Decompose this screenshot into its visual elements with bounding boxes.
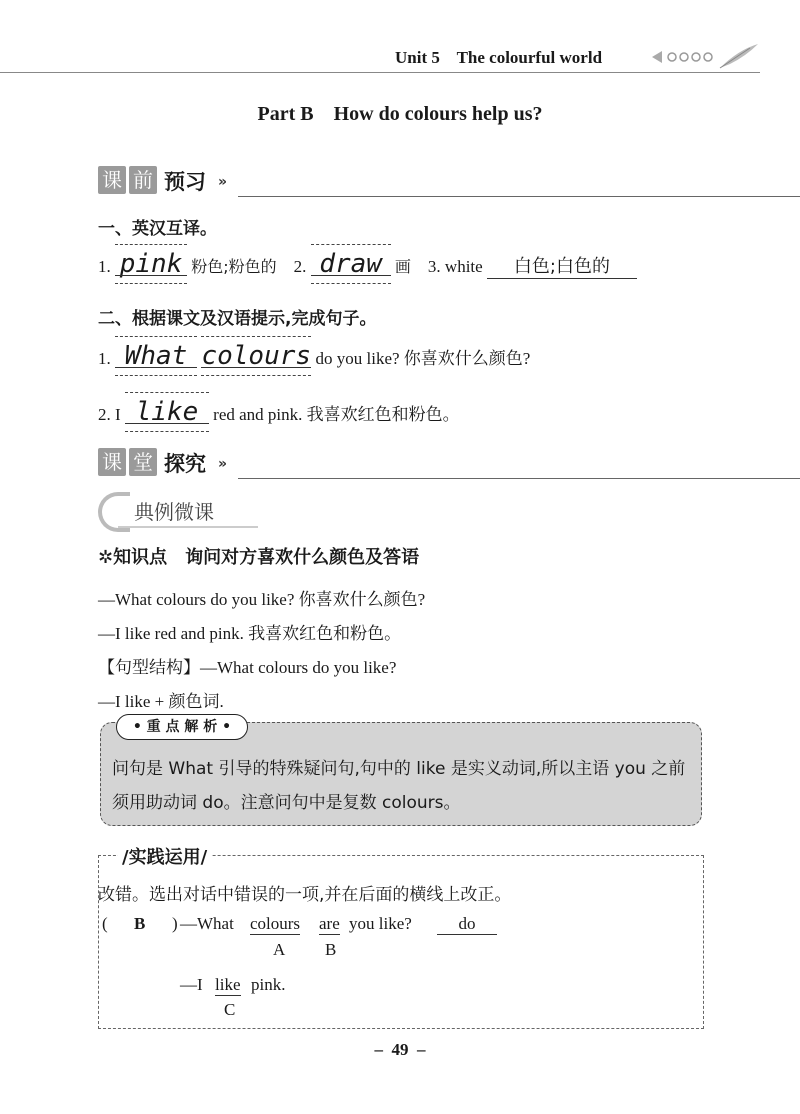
handwritten-answer: What xyxy=(124,341,188,371)
micro-lesson-underline xyxy=(118,526,258,528)
header-rule xyxy=(0,72,760,73)
unit-label: Unit 5 xyxy=(395,48,440,67)
banner-char-box: 课 xyxy=(98,166,126,194)
banner-title: 探究 xyxy=(164,452,206,476)
page-number: – 49 – xyxy=(374,1040,426,1059)
banner-rule xyxy=(238,478,800,479)
key-points-text: 问句是 What 引导的特殊疑问句,句中的 like 是实义动词,所以主语 you 之前须用助动词 do。注意问句中是复数 colours。 xyxy=(112,759,686,813)
item-number: 2. I xyxy=(98,405,121,424)
answer-blank xyxy=(125,398,209,426)
item-number: 3. xyxy=(427,257,441,276)
item-number: 1. xyxy=(98,257,111,276)
answer-choice: B xyxy=(134,914,146,933)
answer-blank: 白色;白色的 xyxy=(487,252,637,279)
option-a-text: colours xyxy=(250,914,301,933)
dialog-line: —What colours do you like? 你喜欢什么颜色? xyxy=(98,590,426,609)
section-heading: 二、根据课文及汉语提示,完成句子。 xyxy=(98,309,377,329)
paren-open: ( xyxy=(102,914,108,933)
knowledge-point-heading: ✲知识点 询问对方喜欢什么颜色及答语 xyxy=(98,547,420,568)
banner-title: 预习 xyxy=(164,170,206,194)
running-header xyxy=(395,48,602,68)
structure-line: 【句型结构】—What colours do you like? xyxy=(98,658,397,677)
handwritten-answer: colours xyxy=(201,341,312,371)
double-chevron-icon: » xyxy=(218,456,228,472)
dialog-line: —I like red and pink. 我喜欢红色和粉色。 xyxy=(98,624,402,643)
sentence-text: red and pink. 我喜欢红色和粉色。 xyxy=(213,405,460,424)
sentence-row xyxy=(98,342,530,370)
sentence-row xyxy=(98,398,460,426)
question-rest: you like? xyxy=(349,914,412,933)
item-text: 画 xyxy=(394,257,411,276)
page-title: Part B How do colours help us? xyxy=(257,103,543,125)
item-number: 2. xyxy=(293,257,307,276)
practice-title: /实践运用/ xyxy=(118,843,211,869)
item-text: white xyxy=(444,257,483,276)
structure-line: —I like + 颜色词. xyxy=(98,692,224,711)
handwritten-answer: pink xyxy=(119,249,183,279)
question-dash: —What xyxy=(180,914,234,933)
option-c-text: like xyxy=(215,975,241,994)
answer-blank xyxy=(311,250,391,278)
feather-decoration-icon xyxy=(650,42,760,72)
micro-lesson-label xyxy=(98,492,258,528)
micro-lesson-text: 典例微课 xyxy=(134,500,214,524)
item-text: 粉色;粉色的 xyxy=(191,257,277,276)
section-heading: 一、英汉互译。 xyxy=(98,219,217,239)
option-b-label: B xyxy=(325,940,337,959)
banner-char-box: 堂 xyxy=(129,448,157,476)
answer-dash: —I xyxy=(180,975,203,994)
answer-rest: pink. xyxy=(251,975,286,994)
paren-close: ) xyxy=(172,914,178,933)
answer-blank xyxy=(115,342,197,370)
banner-char-box: 前 xyxy=(129,166,157,194)
item-number: 1. xyxy=(98,349,111,368)
banner-rule xyxy=(238,196,800,197)
answer-blank xyxy=(201,342,311,370)
translation-row xyxy=(98,250,637,279)
double-chevron-icon: » xyxy=(218,174,228,190)
preview-section-banner xyxy=(98,166,800,198)
sentence-text: do you like? 你喜欢什么颜色? xyxy=(315,349,531,368)
key-points-label: • 重 点 解 析 • xyxy=(116,714,248,740)
correction-answer: do xyxy=(437,914,497,935)
banner-char-box: 课 xyxy=(98,448,126,476)
option-b-text: are xyxy=(319,914,340,933)
answer-blank xyxy=(115,250,187,278)
option-c-label: C xyxy=(224,1000,236,1019)
unit-title: The colourful world xyxy=(456,48,603,67)
practice-instruction: 改错。选出对话中错误的一项,并在后面的横线上改正。 xyxy=(98,885,512,905)
handwritten-answer: like xyxy=(135,397,199,427)
option-a-label: A xyxy=(273,940,286,959)
handwritten-answer: draw xyxy=(319,249,382,279)
explore-section-banner xyxy=(98,448,800,480)
